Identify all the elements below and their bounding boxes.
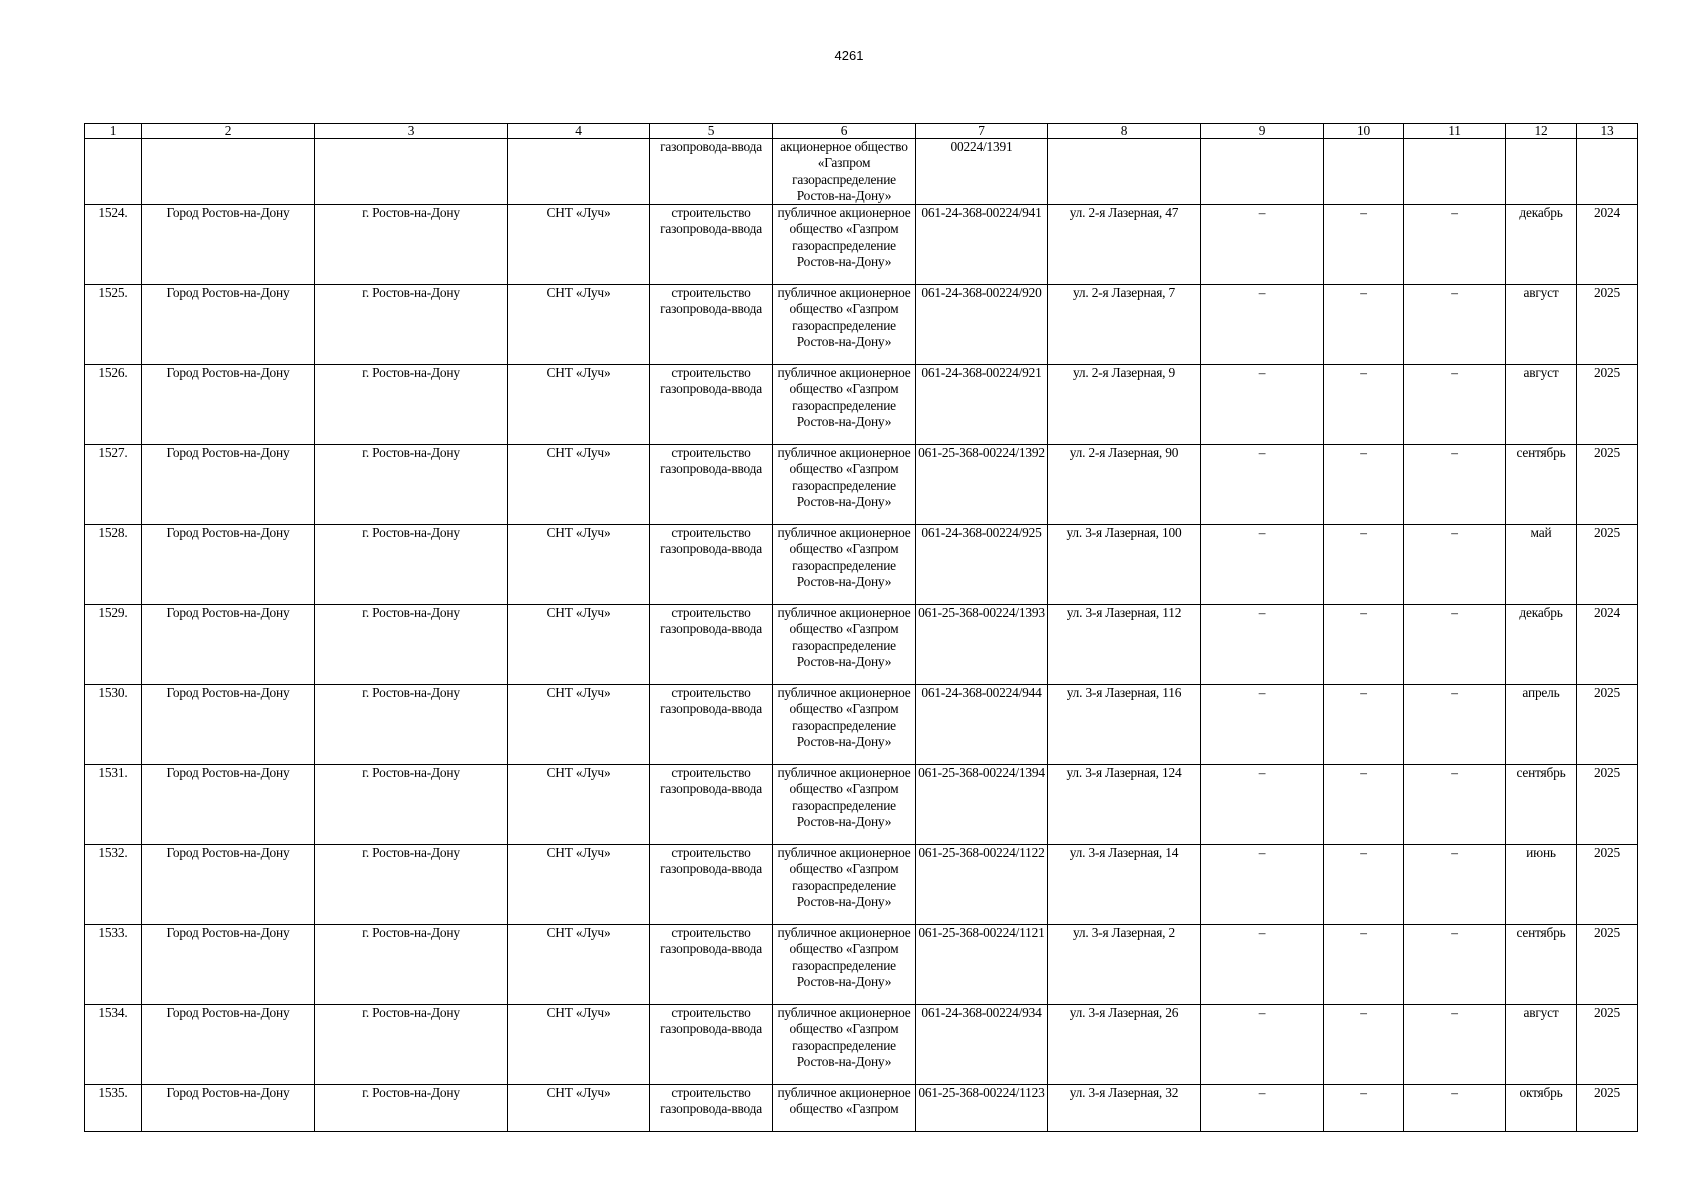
table-row (85, 845, 1638, 925)
month-cell: июнь (1506, 845, 1577, 925)
month-cell: май (1506, 525, 1577, 605)
column-10-cell: – (1324, 205, 1404, 285)
registry-code-cell: 061-25-368-00224/1122 (916, 845, 1048, 925)
municipality-cell: Город Ростов-на-Дону (142, 285, 315, 365)
year-cell: 2025 (1577, 445, 1638, 525)
work-type-cell: строительство газопровода-ввода (650, 765, 773, 845)
column-10-cell: – (1324, 685, 1404, 765)
column-9-cell: – (1201, 1085, 1324, 1132)
row-number-cell: 1530. (85, 685, 142, 765)
column-9-cell: – (1201, 845, 1324, 925)
column-11-cell: – (1404, 845, 1506, 925)
settlement-cell: г. Ростов-на-Дону (315, 765, 508, 845)
column-header-2: 2 (142, 124, 315, 139)
column-10-cell: – (1324, 365, 1404, 445)
row-number-cell: 1529. (85, 605, 142, 685)
snt-cell: СНТ «Луч» (508, 1005, 650, 1085)
column-9-cell: – (1201, 685, 1324, 765)
snt-cell: СНТ «Луч» (508, 365, 650, 445)
year-cell: 2025 (1577, 1085, 1638, 1132)
column-header-13: 13 (1577, 124, 1638, 139)
row-number-cell: 1533. (85, 925, 142, 1005)
column-header-9: 9 (1201, 124, 1324, 139)
month-cell: сентябрь (1506, 765, 1577, 845)
column-11-cell: – (1404, 605, 1506, 685)
address-cell: ул. 3-я Лазерная, 116 (1048, 685, 1201, 765)
table-row (85, 525, 1638, 605)
column-10-cell: – (1324, 845, 1404, 925)
organization-cell: публичное акционерное общество «Газпром газораспределение Ростов-на-Дону» (773, 205, 916, 285)
empty-cell (1201, 139, 1324, 205)
table-row (85, 445, 1638, 525)
registry-code-cell: 061-25-368-00224/1121 (916, 925, 1048, 1005)
empty-cell (508, 139, 650, 205)
year-cell: 2024 (1577, 205, 1638, 285)
column-11-cell: – (1404, 765, 1506, 845)
month-cell: апрель (1506, 685, 1577, 765)
row-number-cell: 1534. (85, 1005, 142, 1085)
registry-code-cell: 061-24-368-00224/921 (916, 365, 1048, 445)
address-cell: ул. 3-я Лазерная, 26 (1048, 1005, 1201, 1085)
column-11-cell: – (1404, 445, 1506, 525)
organization-cell: публичное акционерное общество «Газпром (773, 1085, 916, 1132)
settlement-cell: г. Ростов-на-Дону (315, 525, 508, 605)
year-cell: 2024 (1577, 605, 1638, 685)
empty-cell (1324, 139, 1404, 205)
column-header-7: 7 (916, 124, 1048, 139)
organization-cell: публичное акционерное общество «Газпром газораспределение Ростов-на-Дону» (773, 845, 916, 925)
settlement-cell: г. Ростов-на-Дону (315, 1085, 508, 1132)
column-10-cell: – (1324, 1005, 1404, 1085)
organization-cell: публичное акционерное общество «Газпром газораспределение Ростов-на-Дону» (773, 1005, 916, 1085)
snt-cell: СНТ «Луч» (508, 605, 650, 685)
registry-code-cell: 061-25-368-00224/1392 (916, 445, 1048, 525)
column-11-cell: – (1404, 525, 1506, 605)
empty-cell (1577, 139, 1638, 205)
municipality-cell: Город Ростов-на-Дону (142, 925, 315, 1005)
column-header-5: 5 (650, 124, 773, 139)
column-11-cell: – (1404, 925, 1506, 1005)
table-row (85, 925, 1638, 1005)
month-cell: август (1506, 285, 1577, 365)
year-cell: 2025 (1577, 525, 1638, 605)
column-9-cell: – (1201, 765, 1324, 845)
work-type-cell: строительство газопровода-ввода (650, 1085, 773, 1132)
snt-cell: СНТ «Луч» (508, 685, 650, 765)
month-cell: декабрь (1506, 205, 1577, 285)
work-type-cell: строительство газопровода-ввода (650, 1005, 773, 1085)
registry-code-cell: 061-24-368-00224/934 (916, 1005, 1048, 1085)
row-number-cell: 1528. (85, 525, 142, 605)
settlement-cell: г. Ростов-на-Дону (315, 205, 508, 285)
snt-cell: СНТ «Луч» (508, 445, 650, 525)
column-9-cell: – (1201, 365, 1324, 445)
organization-cell: публичное акционерное общество «Газпром газораспределение Ростов-на-Дону» (773, 525, 916, 605)
empty-cell (142, 139, 315, 205)
month-cell: сентябрь (1506, 925, 1577, 1005)
registry-code-cell: 061-24-368-00224/941 (916, 205, 1048, 285)
address-cell: ул. 3-я Лазерная, 2 (1048, 925, 1201, 1005)
year-cell: 2025 (1577, 685, 1638, 765)
month-cell: октябрь (1506, 1085, 1577, 1132)
work-type-cell: газопровода-ввода (650, 139, 773, 205)
empty-cell (85, 139, 142, 205)
table-row (85, 605, 1638, 685)
settlement-cell: г. Ростов-на-Дону (315, 685, 508, 765)
snt-cell: СНТ «Луч» (508, 765, 650, 845)
organization-cell: публичное акционерное общество «Газпром газораспределение Ростов-на-Дону» (773, 285, 916, 365)
work-type-cell: строительство газопровода-ввода (650, 445, 773, 525)
work-type-cell: строительство газопровода-ввода (650, 925, 773, 1005)
address-cell: ул. 2-я Лазерная, 47 (1048, 205, 1201, 285)
column-11-cell: – (1404, 685, 1506, 765)
column-11-cell: – (1404, 1005, 1506, 1085)
row-number-cell: 1532. (85, 845, 142, 925)
row-number-cell: 1527. (85, 445, 142, 525)
column-header-12: 12 (1506, 124, 1577, 139)
registry-code-cell: 061-24-368-00224/944 (916, 685, 1048, 765)
column-9-cell: – (1201, 605, 1324, 685)
year-cell: 2025 (1577, 765, 1638, 845)
row-number-cell: 1535. (85, 1085, 142, 1132)
municipality-cell: Город Ростов-на-Дону (142, 205, 315, 285)
column-9-cell: – (1201, 285, 1324, 365)
municipality-cell: Город Ростов-на-Дону (142, 525, 315, 605)
column-11-cell: – (1404, 1085, 1506, 1132)
column-9-cell: – (1201, 925, 1324, 1005)
municipality-cell: Город Ростов-на-Дону (142, 1005, 315, 1085)
work-type-cell: строительство газопровода-ввода (650, 525, 773, 605)
month-cell: декабрь (1506, 605, 1577, 685)
column-11-cell: – (1404, 285, 1506, 365)
work-type-cell: строительство газопровода-ввода (650, 845, 773, 925)
column-10-cell: – (1324, 285, 1404, 365)
settlement-cell: г. Ростов-на-Дону (315, 925, 508, 1005)
column-10-cell: – (1324, 765, 1404, 845)
organization-cell: акционерное общество «Газпром газораспределение Ростов-на-Дону» (773, 139, 916, 205)
address-cell: ул. 3-я Лазерная, 32 (1048, 1085, 1201, 1132)
year-cell: 2025 (1577, 925, 1638, 1005)
work-type-cell: строительство газопровода-ввода (650, 605, 773, 685)
municipality-cell: Город Ростов-на-Дону (142, 845, 315, 925)
settlement-cell: г. Ростов-на-Дону (315, 605, 508, 685)
empty-cell (1404, 139, 1506, 205)
work-type-cell: строительство газопровода-ввода (650, 205, 773, 285)
snt-cell: СНТ «Луч» (508, 1085, 650, 1132)
table-row (85, 365, 1638, 445)
settlement-cell: г. Ростов-на-Дону (315, 445, 508, 525)
year-cell: 2025 (1577, 365, 1638, 445)
organization-cell: публичное акционерное общество «Газпром газораспределение Ростов-на-Дону» (773, 445, 916, 525)
organization-cell: публичное акционерное общество «Газпром газораспределение Ростов-на-Дону» (773, 605, 916, 685)
work-type-cell: строительство газопровода-ввода (650, 365, 773, 445)
month-cell: август (1506, 365, 1577, 445)
work-type-cell: строительство газопровода-ввода (650, 685, 773, 765)
column-9-cell: – (1201, 1005, 1324, 1085)
registry-code-cell: 061-24-368-00224/920 (916, 285, 1048, 365)
column-10-cell: – (1324, 525, 1404, 605)
table-row (85, 285, 1638, 365)
row-number-cell: 1526. (85, 365, 142, 445)
column-9-cell: – (1201, 525, 1324, 605)
address-cell: ул. 3-я Лазерная, 14 (1048, 845, 1201, 925)
organization-cell: публичное акционерное общество «Газпром газораспределение Ростов-на-Дону» (773, 765, 916, 845)
column-9-cell: – (1201, 445, 1324, 525)
organization-cell: публичное акционерное общество «Газпром газораспределение Ростов-на-Дону» (773, 365, 916, 445)
month-cell: август (1506, 1005, 1577, 1085)
settlement-cell: г. Ростов-на-Дону (315, 365, 508, 445)
registry-code-cell: 061-24-368-00224/925 (916, 525, 1048, 605)
column-header-8: 8 (1048, 124, 1201, 139)
row-number-cell: 1524. (85, 205, 142, 285)
column-header-6: 6 (773, 124, 916, 139)
header-row (85, 124, 1638, 139)
column-10-cell: – (1324, 605, 1404, 685)
settlement-cell: г. Ростов-на-Дону (315, 285, 508, 365)
table-row (85, 1005, 1638, 1085)
address-cell: ул. 3-я Лазерная, 124 (1048, 765, 1201, 845)
column-9-cell: – (1201, 205, 1324, 285)
registry-code-cell: 061-25-368-00224/1394 (916, 765, 1048, 845)
empty-cell (1048, 139, 1201, 205)
column-header-4: 4 (508, 124, 650, 139)
column-10-cell: – (1324, 1085, 1404, 1132)
year-cell: 2025 (1577, 845, 1638, 925)
registry-code-cell: 061-25-368-00224/1393 (916, 605, 1048, 685)
address-cell: ул. 3-я Лазерная, 100 (1048, 525, 1201, 605)
column-10-cell: – (1324, 925, 1404, 1005)
row-number-cell: 1525. (85, 285, 142, 365)
municipality-cell: Город Ростов-на-Дону (142, 765, 315, 845)
year-cell: 2025 (1577, 1005, 1638, 1085)
table-row (85, 685, 1638, 765)
address-cell: ул. 2-я Лазерная, 7 (1048, 285, 1201, 365)
organization-cell: публичное акционерное общество «Газпром газораспределение Ростов-на-Дону» (773, 685, 916, 765)
address-cell: ул. 2-я Лазерная, 90 (1048, 445, 1201, 525)
address-cell: ул. 2-я Лазерная, 9 (1048, 365, 1201, 445)
work-type-cell: строительство газопровода-ввода (650, 285, 773, 365)
address-cell: ул. 3-я Лазерная, 112 (1048, 605, 1201, 685)
table-row-continuation (85, 139, 1638, 205)
empty-cell (1506, 139, 1577, 205)
column-header-1: 1 (85, 124, 142, 139)
municipality-cell: Город Ростов-на-Дону (142, 445, 315, 525)
snt-cell: СНТ «Луч» (508, 205, 650, 285)
municipality-cell: Город Ростов-на-Дону (142, 365, 315, 445)
municipality-cell: Город Ростов-на-Дону (142, 685, 315, 765)
snt-cell: СНТ «Луч» (508, 845, 650, 925)
table-row (85, 205, 1638, 285)
settlement-cell: г. Ростов-на-Дону (315, 845, 508, 925)
empty-cell (315, 139, 508, 205)
snt-cell: СНТ «Луч» (508, 925, 650, 1005)
municipality-cell: Город Ростов-на-Дону (142, 605, 315, 685)
column-header-3: 3 (315, 124, 508, 139)
table-row (85, 1085, 1638, 1132)
snt-cell: СНТ «Луч» (508, 285, 650, 365)
table-body (85, 124, 1638, 1132)
column-header-10: 10 (1324, 124, 1404, 139)
column-11-cell: – (1404, 205, 1506, 285)
column-header-11: 11 (1404, 124, 1506, 139)
snt-cell: СНТ «Луч» (508, 525, 650, 605)
column-11-cell: – (1404, 365, 1506, 445)
table-row (85, 765, 1638, 845)
month-cell: сентябрь (1506, 445, 1577, 525)
register-table (84, 123, 1638, 1132)
page-number: 4261 (834, 48, 864, 63)
row-number-cell: 1531. (85, 765, 142, 845)
year-cell: 2025 (1577, 285, 1638, 365)
settlement-cell: г. Ростов-на-Дону (315, 1005, 508, 1085)
organization-cell: публичное акционерное общество «Газпром газораспределение Ростов-на-Дону» (773, 925, 916, 1005)
registry-code-cell: 061-25-368-00224/1123 (916, 1085, 1048, 1132)
registry-code-cell: 00224/1391 (916, 139, 1048, 205)
municipality-cell: Город Ростов-на-Дону (142, 1085, 315, 1132)
column-10-cell: – (1324, 445, 1404, 525)
